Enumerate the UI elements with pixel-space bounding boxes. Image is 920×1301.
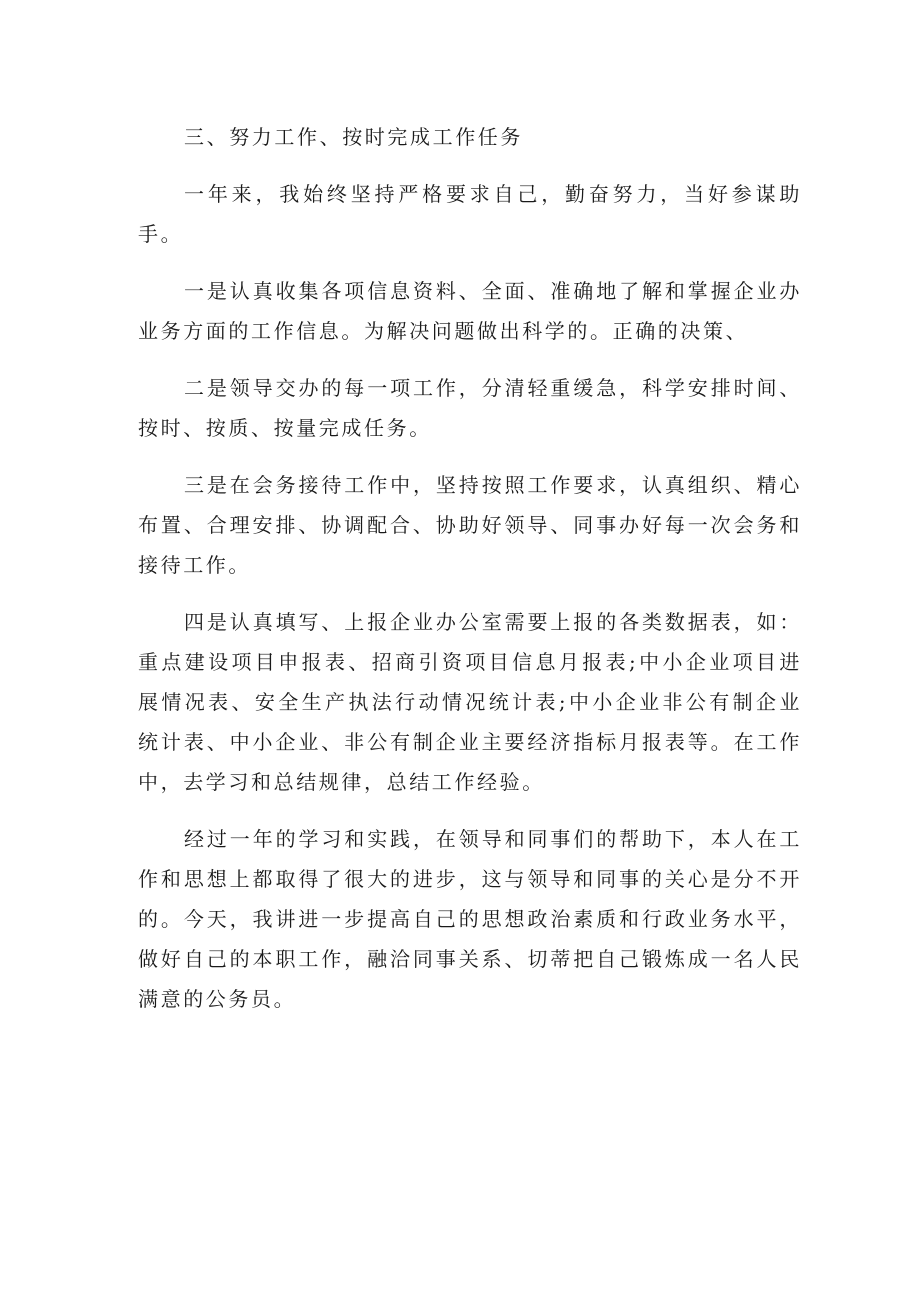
paragraph-intro: 一年来，我始终坚持严格要求自己，勤奋努力，当好参谋助手。 (138, 182, 802, 246)
paragraph-item-3: 三是在会务接待工作中，坚持按照工作要求，认真组织、精心布置、合理安排、协调配合、协助好领导、同事办好每一次会务和接待工作。 (138, 473, 802, 577)
document-body (138, 117, 802, 1036)
paragraph-item-1: 一是认真收集各项信息资料、全面、准确地了解和掌握企业办业务方面的工作信息。为解决问题做出科学的。正确的决策、 (138, 279, 802, 343)
paragraph-conclusion: 经过一年的学习和实践，在领导和同事们的帮助下，本人在工作和思想上都取得了很大的进步，这与领导和同事的关心是分不开的。今天，我讲进一步提高自己的思想政治素质和行政业务水平，做好自己的本职工作，融洽同事关系、切蒂把自己锻炼成一名人民满意的公务员。 (138, 827, 802, 1011)
paragraph-item-4: 四是认真填写、上报企业办公室需要上报的各类数据表，如：重点建设项目申报表、招商引资项目信息月报表;中小企业项目进展情况表、安全生产执法行动情况统计表;中小企业非公有制企业统计表、中小企业、非公有制企业主要经济指标月报表等。在工作中，去学习和总结规律，总结工作经验。 (138, 610, 802, 794)
section-heading: 三、努力工作、按时完成工作任务 (184, 125, 523, 149)
paragraph-item-2: 二是领导交办的每一项工作，分清轻重缓急，科学安排时间、按时、按质、按量完成任务。 (138, 376, 802, 440)
